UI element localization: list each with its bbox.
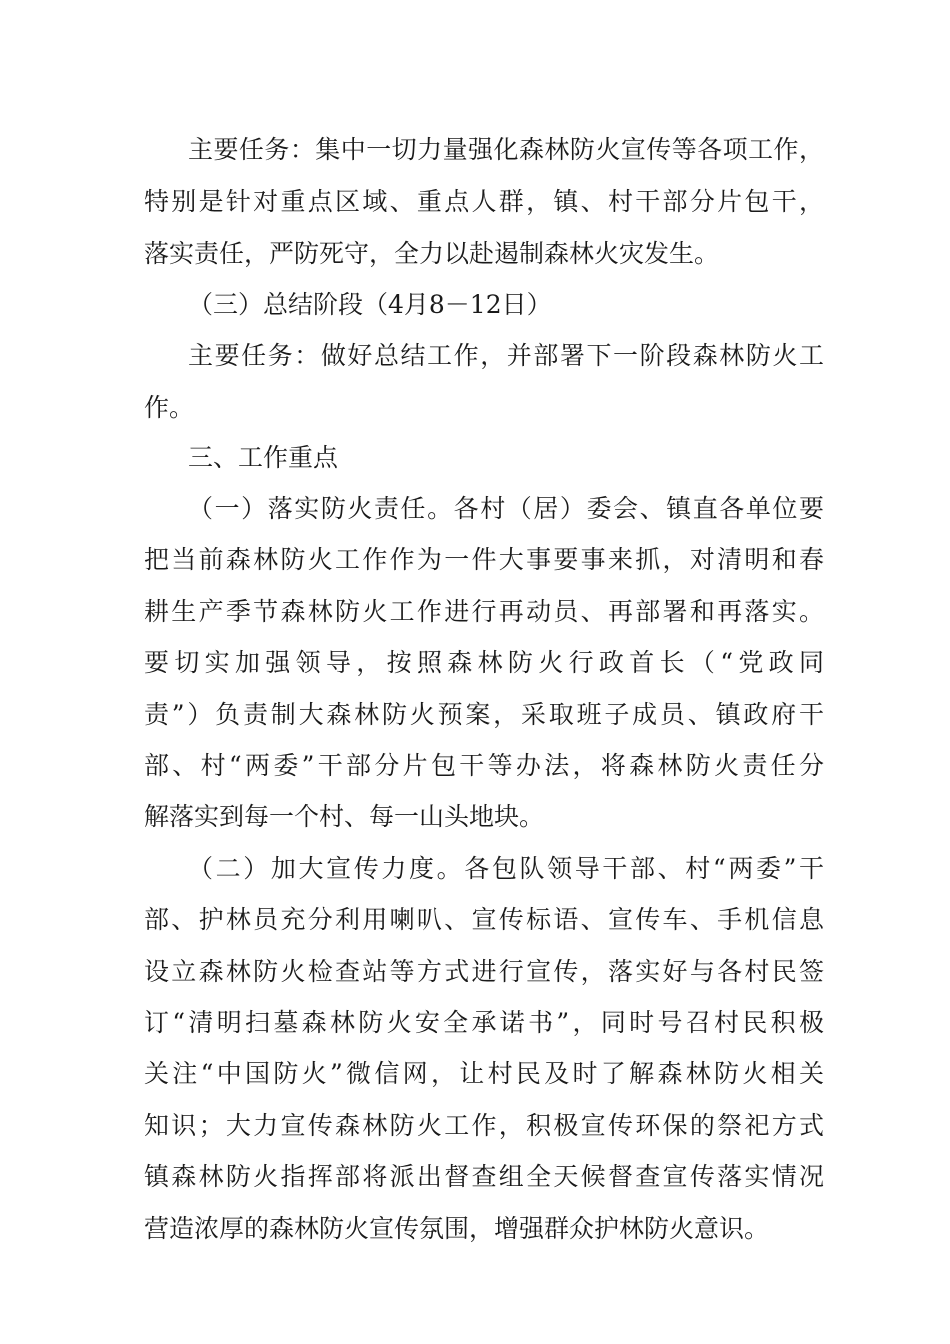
paragraph-line: 关注“中国防火”微信网，让村民及时了解森林防火相关 [144,1059,824,1088]
paragraph-line: 设立森林防火检查站等方式进行宣传，落实好与各村民签 [144,957,824,986]
paragraph-line: 特别是针对重点区域、重点人群，镇、村干部分片包干， [144,187,824,216]
paragraph-line: 责”）负责制大森林防火预案，采取班子成员、镇政府干 [144,700,824,729]
paragraph-line: （二）加大宣传力度。各包队领导干部、村“两委”干 [188,854,824,883]
paragraph-line: 部、村“两委”干部分片包干等办法，将森林防火责任分 [144,751,824,780]
paragraph-line: 知识；大力宣传森林防火工作，积极宣传环保的祭祀方式 [144,1111,824,1140]
paragraph-line: 部、护林员充分利用喇叭、宣传标语、宣传车、手机信息 [144,905,824,934]
section-heading: （三）总结阶段（4月8－12日） [188,290,552,319]
paragraph-line: 耕生产季节森林防火工作进行再动员、再部署和再落实。 [144,597,824,626]
paragraph-line: 落实责任，严防死守，全力以赴遏制森林火灾发生。 [144,239,720,268]
paragraph-line: 订“清明扫墓森林防火安全承诺书”，同时号召村民积极 [144,1008,824,1037]
paragraph-line: 作。 [144,393,195,422]
paragraph-line: 主要任务：做好总结工作，并部署下一阶段森林防火工 [188,341,824,370]
paragraph-line: 解落实到每一个村、每一山头地块。 [144,802,545,831]
paragraph-line: 镇森林防火指挥部将派出督查组全天候督查宣传落实情况 [144,1162,824,1191]
paragraph-line: （一）落实防火责任。各村（居）委会、镇直各单位要 [188,494,824,523]
paragraph-line: 要切实加强领导，按照森林防火行政首长（“党政同 [144,648,824,677]
paragraph-line: 营造浓厚的森林防火宣传氛围，增强群众护林防火意识。 [144,1214,770,1243]
section-heading: 三、工作重点 [188,443,339,472]
paragraph-line: 主要任务：集中一切力量强化森林防火宣传等各项工作， [188,135,824,164]
paragraph-line: 把当前森林防火工作作为一件大事要事来抓，对清明和春 [144,545,824,574]
